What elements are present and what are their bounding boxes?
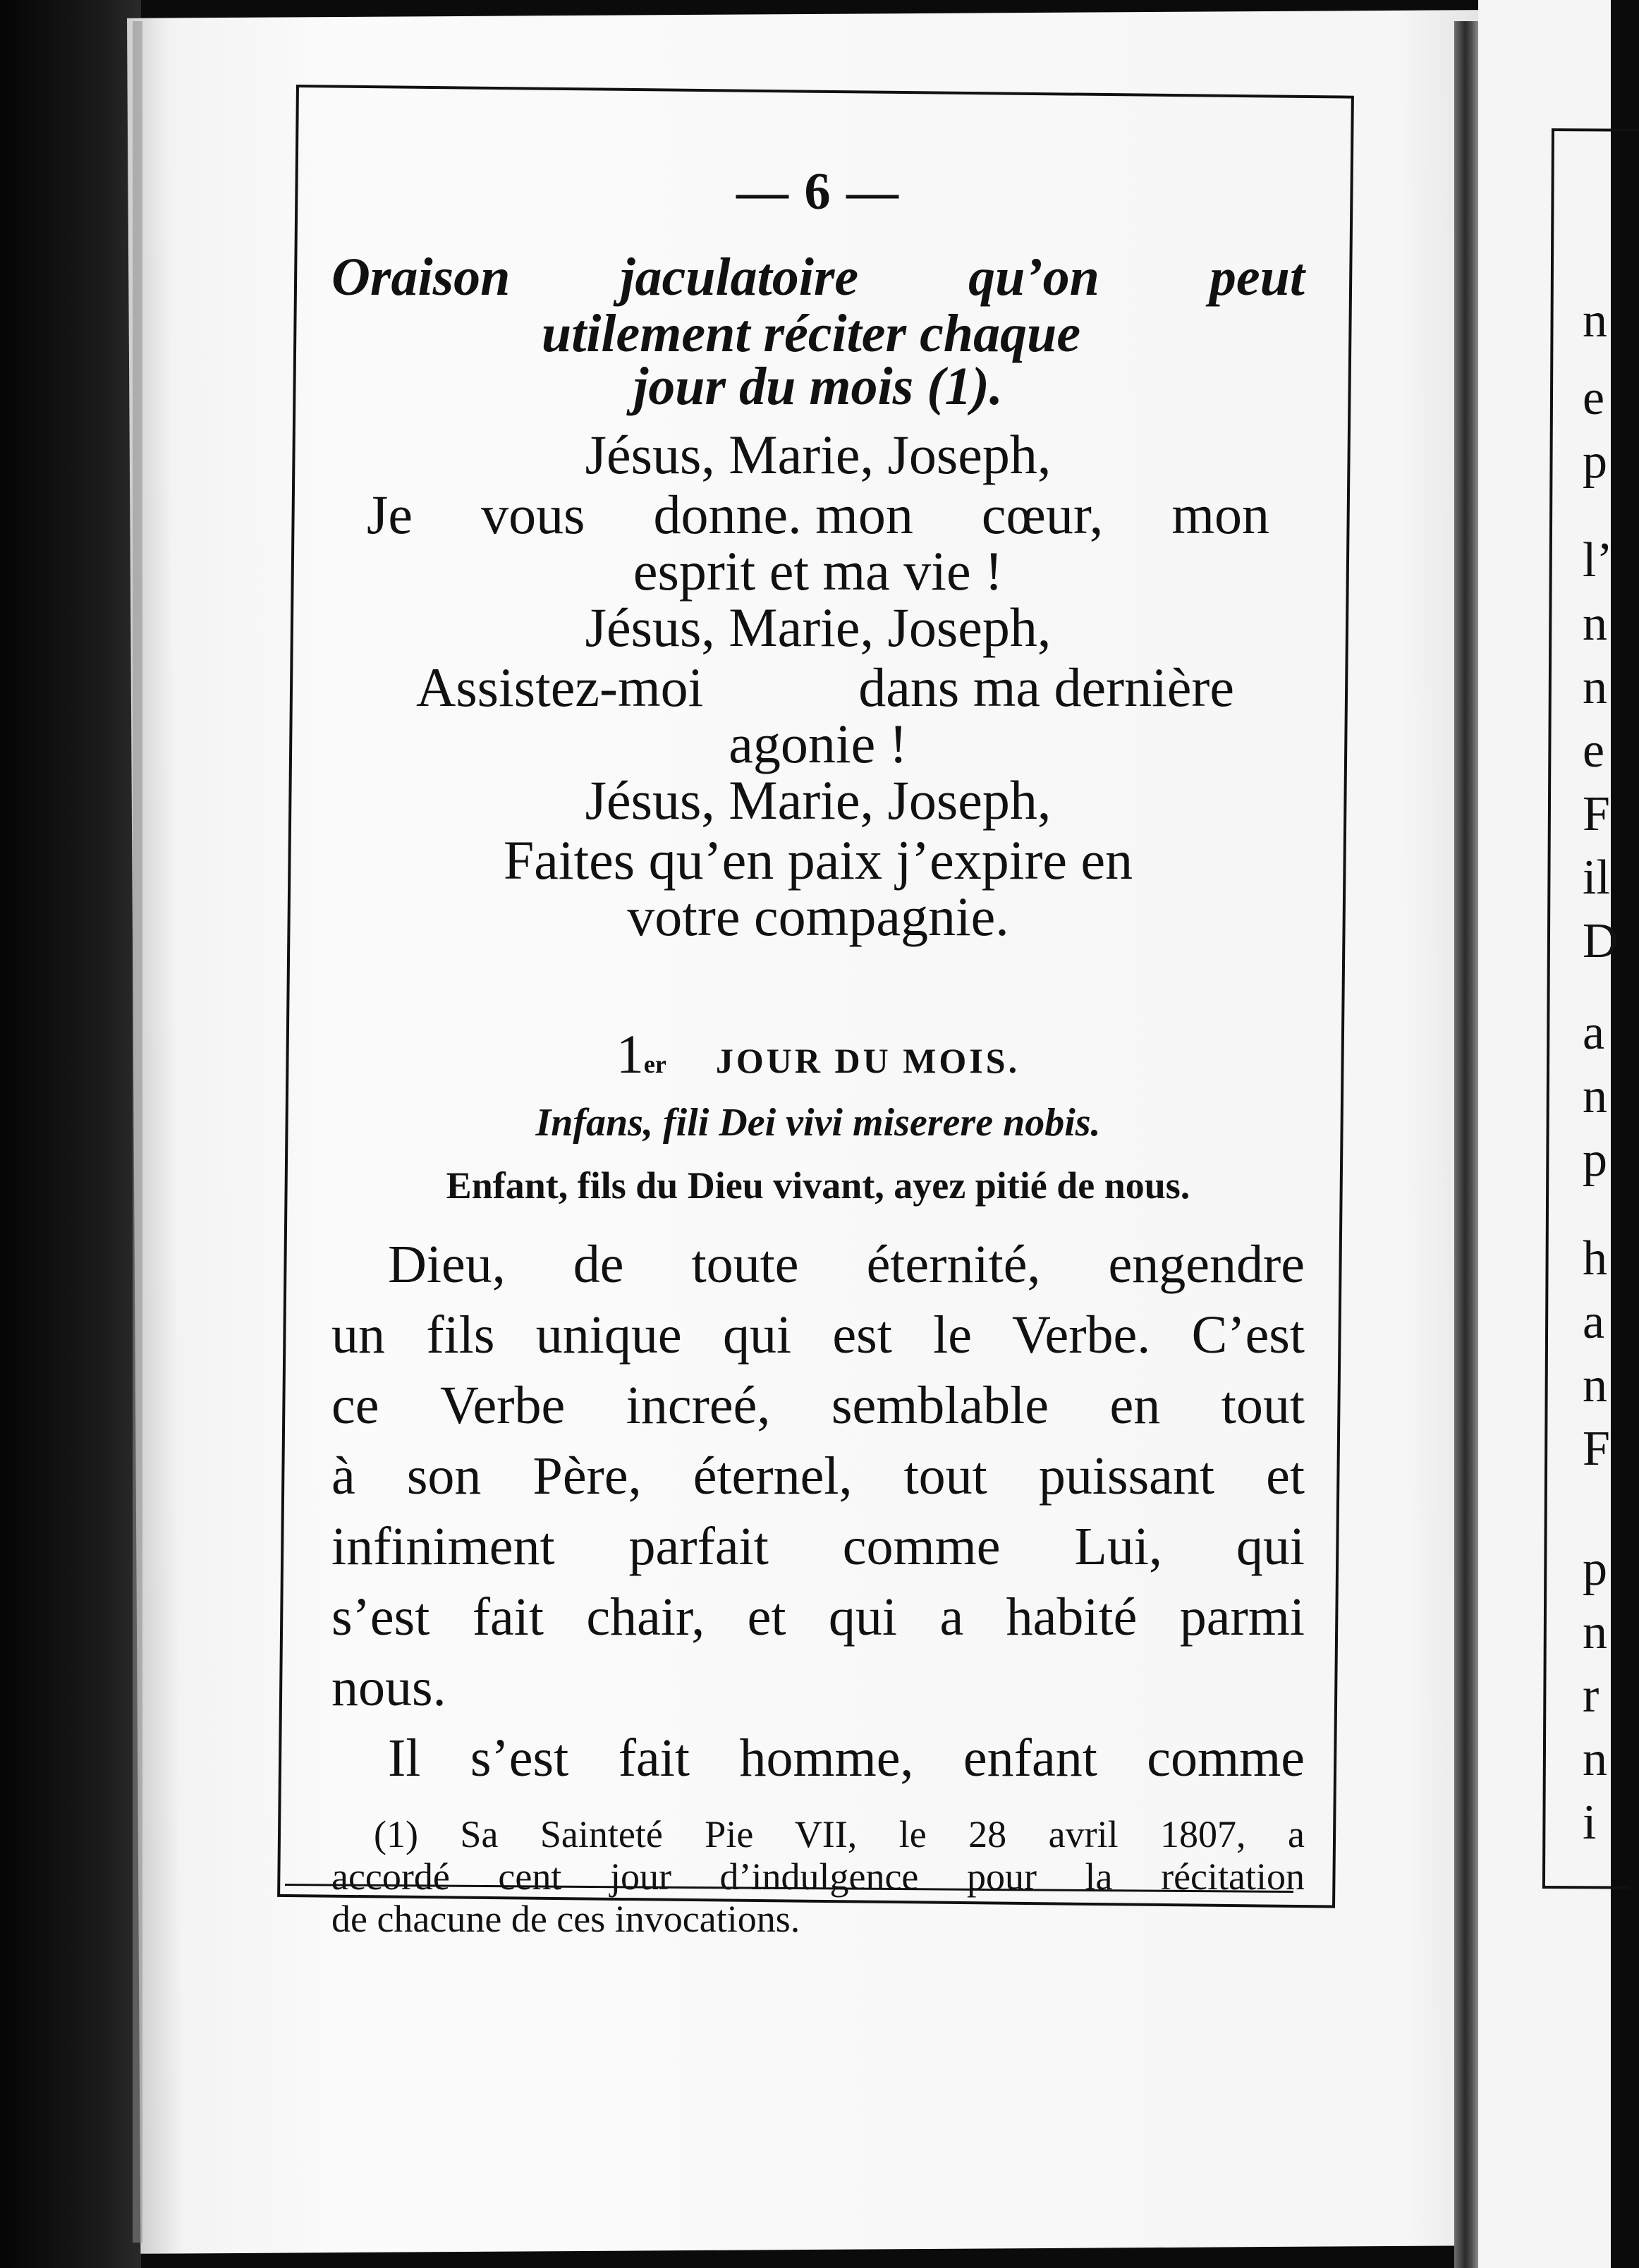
right-page-letter: il: [1583, 850, 1610, 905]
word: Verbe: [439, 1376, 566, 1435]
word: utilement réciter chaque: [541, 304, 1081, 363]
body-line: [331, 1375, 1305, 1437]
right-page-letter: a: [1583, 1006, 1605, 1060]
day-number-suffix: er: [643, 1050, 666, 1078]
body-line: [388, 1728, 1305, 1789]
prayer-line: Faites qu’en paix j’expire en: [503, 829, 1133, 891]
right-page-letter: p: [1583, 1542, 1607, 1596]
scanner-background: [0, 0, 141, 2268]
right-page-letter: e: [1583, 724, 1605, 778]
right-page-letter: r: [1583, 1669, 1600, 1723]
word: engendre: [1108, 1235, 1305, 1294]
body-line: [331, 1657, 614, 1719]
prayer-line: [367, 483, 1269, 547]
right-page-letter: p: [1583, 1133, 1607, 1187]
right-page-letter: n: [1583, 1732, 1607, 1786]
word: Lui,: [1074, 1517, 1162, 1576]
body-line: [331, 1305, 1305, 1366]
prayer-line: votre compagnie.: [627, 886, 1009, 947]
word: de: [573, 1235, 624, 1294]
prayer-line: Jésus, Marie, Joseph,: [585, 769, 1052, 831]
body-line-text: nous.: [331, 1658, 446, 1717]
word: increé,: [626, 1376, 771, 1435]
body-line: [388, 1234, 1305, 1295]
body-line-text: s’est fait chair, et qui a habité parmi: [331, 1587, 1305, 1647]
page-number: — 6 —: [736, 163, 900, 221]
word: donne. mon: [653, 484, 913, 545]
right-page-letter: e: [1583, 371, 1605, 425]
footnote-line: [331, 1855, 1305, 1898]
footnote-line-text: de chacune de ces invocations.: [331, 1898, 800, 1940]
word: qu’on: [968, 248, 1099, 307]
word: ce: [331, 1376, 379, 1435]
word: peut: [1209, 248, 1305, 307]
prayer-line: esprit et ma vie !: [633, 540, 1004, 602]
word: infiniment: [331, 1517, 555, 1576]
footnote-line-text: (1) Sa Sainteté Pie VII, le 28 avril 1807, a: [374, 1813, 1305, 1855]
day-label: JOUR DU MOIS.: [715, 1041, 1020, 1080]
prayer-line: [416, 656, 1234, 719]
prayer-line: Jésus, Marie, Joseph,: [585, 424, 1052, 485]
title-line: [585, 356, 1051, 417]
word: Assistez-moi: [416, 657, 704, 718]
latin-invocation: Infans, fili Dei vivi miserere nobis.: [535, 1101, 1101, 1145]
word: mon: [1171, 484, 1269, 545]
footnote-line: [331, 1897, 910, 1941]
word: vous: [481, 484, 585, 545]
word: parfait: [628, 1517, 769, 1576]
title-line: [331, 247, 1305, 308]
word: dans ma dernière: [858, 657, 1234, 718]
title-line: [473, 303, 1150, 365]
page-edge-shadow: [133, 21, 142, 2243]
right-page-letter: n: [1583, 293, 1607, 348]
body-line-text: à son Père, éternel, tout puissant et: [331, 1446, 1305, 1506]
day-heading: [331, 1023, 1305, 1086]
day-number: 1: [616, 1023, 644, 1085]
prayer-line: Jésus, Marie, Joseph,: [585, 597, 1052, 658]
word: qui: [1236, 1517, 1305, 1576]
right-page-letter: n: [1583, 660, 1607, 714]
body-line: [331, 1516, 1305, 1578]
word: cœur,: [981, 484, 1104, 545]
right-page-letter: l’: [1583, 533, 1613, 587]
right-page-letter: n: [1583, 597, 1607, 651]
word: toute: [691, 1235, 799, 1294]
word: éternité,: [866, 1235, 1041, 1294]
word: comme: [842, 1517, 1001, 1576]
word: Dieu,: [388, 1235, 506, 1294]
body-line: [331, 1446, 1305, 1507]
body-line-text: Il s’est fait homme, enfant comme: [388, 1729, 1305, 1788]
footnote-line-text: accordé cent jour d’indulgence pour la récitation: [331, 1855, 1305, 1898]
word: jour du mois (1).: [633, 357, 1003, 416]
prayer-line: agonie !: [729, 713, 908, 774]
right-page-letter: a: [1583, 1295, 1605, 1349]
right-page-letter: p: [1583, 434, 1607, 489]
body-line: [331, 1587, 1305, 1648]
footnote-line: [374, 1812, 1305, 1856]
word: en: [1109, 1376, 1161, 1435]
book-gutter: [1454, 21, 1478, 2268]
right-page-letter: D: [1583, 914, 1619, 968]
right-page-letter: h: [1583, 1231, 1607, 1286]
word: semblable: [831, 1376, 1049, 1435]
body-line-text: un fils unique qui est le Verbe. C’est: [331, 1305, 1305, 1365]
right-page-letter: n: [1583, 1358, 1607, 1413]
french-invocation: Enfant, fils du Dieu vivant, ayez pitié de nous.: [446, 1164, 1190, 1207]
word: Oraison: [331, 248, 511, 307]
word: tout: [1221, 1376, 1305, 1435]
word: jaculatoire: [620, 248, 859, 307]
right-page-letter: n: [1583, 1069, 1607, 1123]
word: Je: [367, 484, 413, 545]
right-page-letter: F: [1583, 787, 1610, 841]
right-page-letter: n: [1583, 1605, 1607, 1659]
right-page-letter: i: [1583, 1796, 1597, 1850]
right-page-letter: F: [1583, 1422, 1610, 1476]
